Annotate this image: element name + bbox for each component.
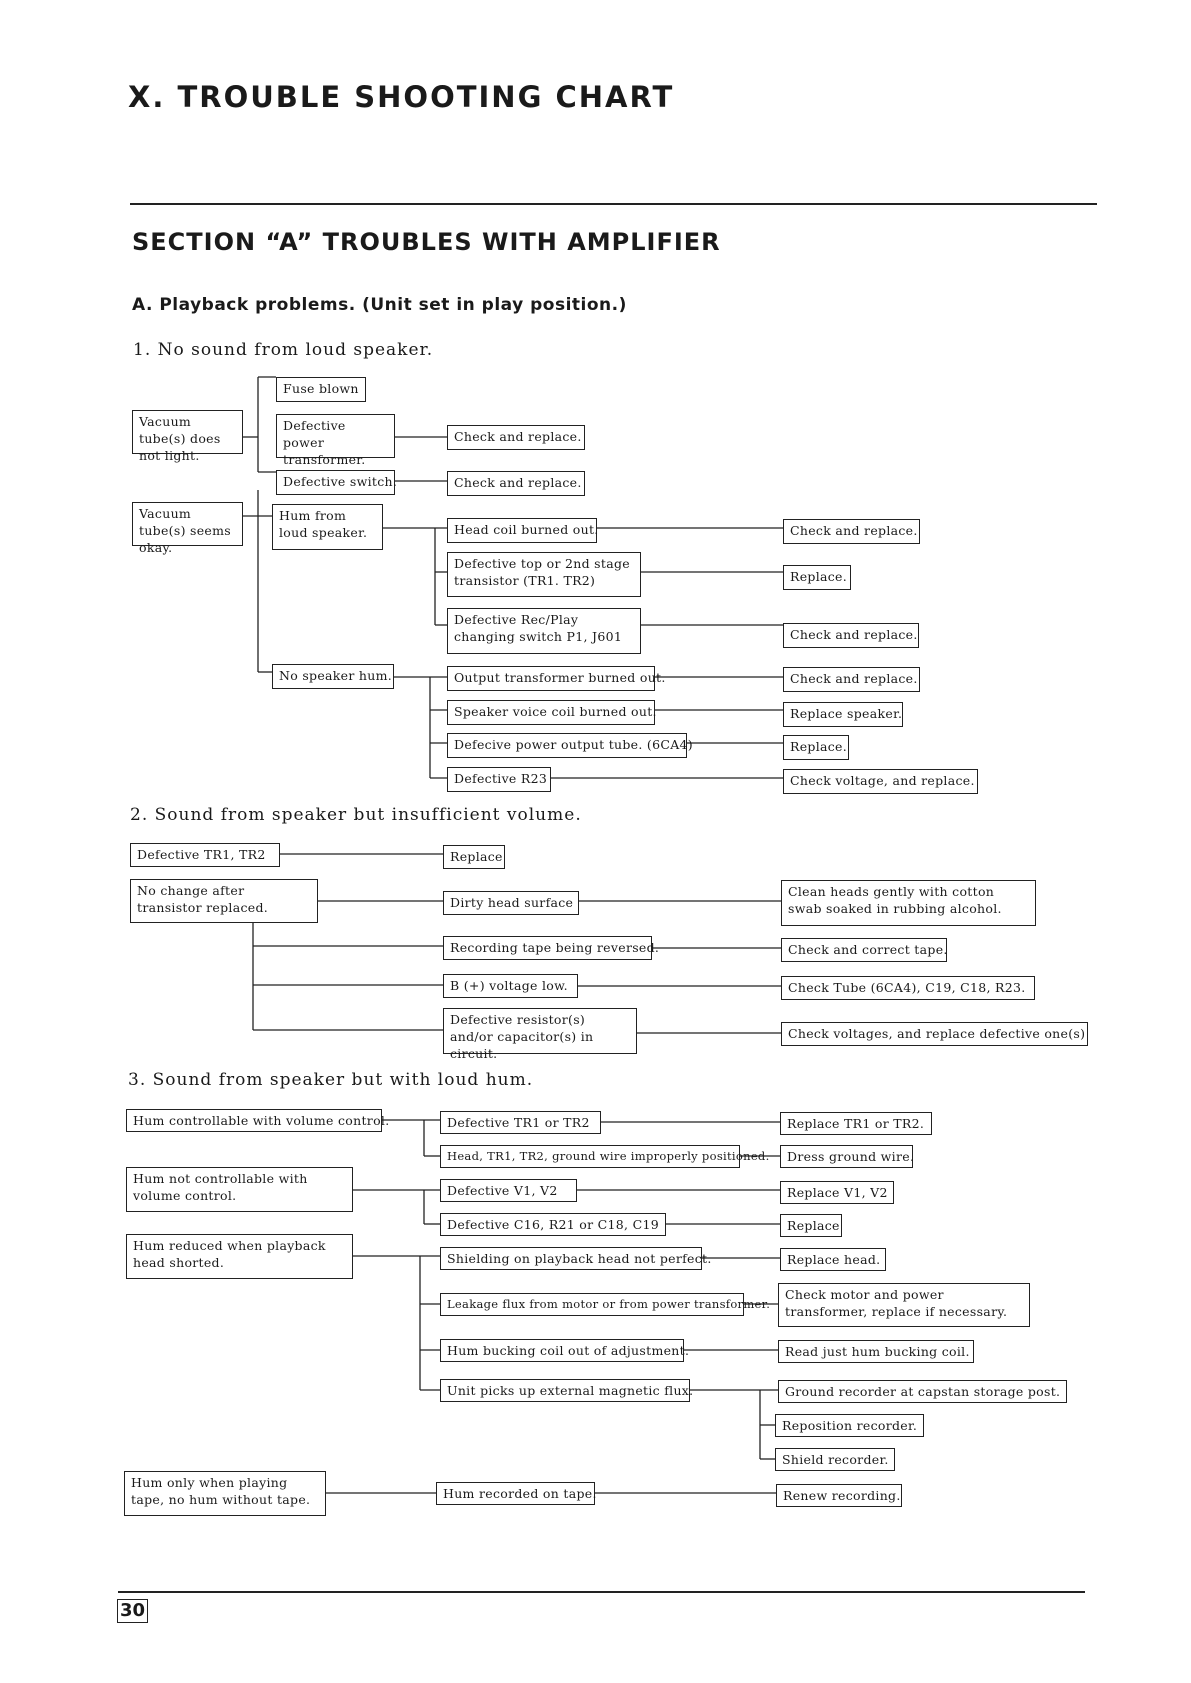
check-replace-box-1: Check and replace. <box>447 425 585 450</box>
bucking-action-box: Read just hum bucking coil. <box>778 1340 974 1363</box>
problem-2-heading: 2. Sound from speaker but insufficient volume. <box>130 805 582 825</box>
hum-only-box: Hum only when playing tape, no hum without tape. <box>124 1471 326 1516</box>
tr-defective-box: Defective TR1, TR2 <box>130 843 280 867</box>
switch-box: Defective switch. <box>276 470 395 495</box>
switch-p1-action-box: Check and replace. <box>783 623 919 648</box>
c16-action-box: Replace <box>780 1214 842 1237</box>
hum-recorded-box: Hum recorded on tape. <box>436 1482 595 1505</box>
voice-coil-box: Speaker voice coil burned out. <box>447 700 655 725</box>
reversed-box: Recording tape being reversed. <box>443 936 652 960</box>
output-tube-box: Defecive power output tube. (6CA4) <box>447 733 687 758</box>
head-coil-box: Head coil burned out. <box>447 518 597 543</box>
page-title: X. TROUBLE SHOOTING CHART <box>128 80 675 114</box>
page-number: 30 <box>117 1599 148 1623</box>
output-transformer-box: Output transformer burned out. <box>447 666 655 691</box>
hum-from-speaker-box: Hum from loud speaker. <box>272 504 383 550</box>
tr-action-box: Replace <box>443 845 505 869</box>
resistor-box: Defective resistor(s) and/or capacitor(s) in circuit. <box>443 1008 637 1054</box>
symptom-no-light-box: Vacuum tube(s) does not light. <box>132 410 243 454</box>
output-tube-action-box: Replace. <box>783 735 849 760</box>
r23-action-box: Check voltage, and replace. <box>783 769 978 794</box>
b-voltage-action-box: Check Tube (6CA4), C19, C18, R23. <box>781 976 1035 1000</box>
transistor-action-box: Replace. <box>783 565 851 590</box>
c16-box: Defective C16, R21 or C18, C19 <box>440 1213 666 1236</box>
tr-defective-3-box: Defective TR1 or TR2 <box>440 1111 601 1134</box>
bucking-box: Hum bucking coil out of adjustment. <box>440 1339 684 1362</box>
tr-action-3-box: Replace TR1 or TR2. <box>780 1112 932 1135</box>
ground-recorder-box: Ground recorder at capstan storage post. <box>778 1380 1067 1403</box>
switch-p1-box: Defective Rec/Play changing switch P1, J601 <box>447 608 641 654</box>
subsection-heading: A. Playback problems. (Unit set in play position.) <box>132 295 627 315</box>
section-heading: SECTION “A” TROUBLES WITH AMPLIFIER <box>132 228 721 256</box>
bottom-divider <box>118 1591 1085 1593</box>
leakage-box: Leakage flux from motor or from power transformer. <box>440 1293 744 1316</box>
fuse-box: Fuse blown <box>276 377 366 402</box>
check-replace-box-2: Check and replace. <box>447 471 585 496</box>
leakage-action-box: Check motor and power transformer, replace if necessary. <box>778 1283 1030 1327</box>
no-hum-box: No speaker hum. <box>272 664 394 689</box>
output-transformer-action-box: Check and replace. <box>783 667 920 692</box>
ground-wire-box: Head, TR1, TR2, ground wire improperly positioned. <box>440 1145 740 1168</box>
problem-1-heading: 1. No sound from loud speaker. <box>133 340 434 360</box>
power-transformer-box: Defective power transformer. <box>276 414 395 458</box>
reposition-box: Reposition recorder. <box>775 1414 924 1437</box>
dirty-head-box: Dirty head surface <box>443 891 579 915</box>
dirty-head-action-box: Clean heads gently with cotton swab soaked in rubbing alcohol. <box>781 880 1036 926</box>
r23-box: Defective R23 <box>447 767 551 792</box>
hum-not-controllable-box: Hum not controllable with volume control. <box>126 1167 353 1212</box>
top-divider <box>130 203 1097 205</box>
transistor-box: Defective top or 2nd stage transistor (TR1. TR2) <box>447 552 641 597</box>
external-flux-box: Unit picks up external magnetic flux. <box>440 1379 690 1402</box>
resistor-action-box: Check voltages, and replace defective one(s) <box>781 1022 1088 1046</box>
head-coil-action-box: Check and replace. <box>783 519 920 544</box>
shielding-action-box: Replace head. <box>780 1248 886 1271</box>
ground-wire-action-box: Dress ground wire. <box>780 1145 913 1168</box>
no-change-box: No change after transistor replaced. <box>130 879 318 923</box>
reversed-action-box: Check and correct tape. <box>781 938 947 962</box>
v1v2-box: Defective V1, V2 <box>440 1179 577 1202</box>
b-voltage-box: B (+) voltage low. <box>443 974 578 998</box>
v1v2-action-box: Replace V1, V2 <box>780 1181 894 1204</box>
hum-controllable-box: Hum controllable with volume control. <box>126 1109 382 1132</box>
symptom-okay-box: Vacuum tube(s) seems okay. <box>132 502 243 546</box>
voice-coil-action-box: Replace speaker. <box>783 702 903 727</box>
shield-box: Shield recorder. <box>775 1448 895 1471</box>
renew-box: Renew recording. <box>776 1484 902 1507</box>
problem-3-heading: 3. Sound from speaker but with loud hum. <box>128 1070 534 1090</box>
shielding-box: Shielding on playback head not perfect. <box>440 1247 702 1270</box>
hum-reduced-box: Hum reduced when playback head shorted. <box>126 1234 353 1279</box>
